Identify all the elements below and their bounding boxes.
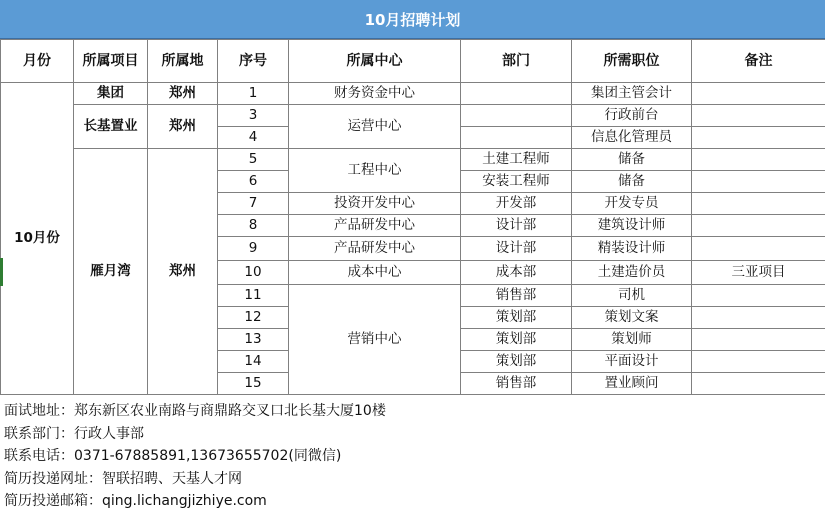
no-cell: 11 [218,285,289,307]
table-header-row [1,40,825,83]
position-cell: 平面设计 [572,351,692,373]
position-cell: 集团主管会计 [572,83,692,105]
header-note: 备注 [692,40,825,83]
note-cell [692,105,825,127]
dept-cell: 土建工程师 [461,149,572,171]
center-cell: 产品研发中心 [289,237,461,261]
center-cell: 产品研发中心 [289,215,461,237]
note-cell [692,171,825,193]
position-cell: 建筑设计师 [572,215,692,237]
note-cell [692,285,825,307]
note-cell [692,237,825,261]
dept-cell: 销售部 [461,373,572,395]
dept-cell: 策划部 [461,307,572,329]
header-no: 序号 [218,40,289,83]
no-cell: 9 [218,237,289,261]
table-row [1,83,825,105]
row-selection-marker [0,258,3,286]
position-cell: 信息化管理员 [572,127,692,149]
center-cell: 成本中心 [289,261,461,285]
dept-cell: 销售部 [461,285,572,307]
note-cell [692,351,825,373]
dept-cell [461,83,572,105]
header-position: 所需职位 [572,40,692,83]
note-cell [692,193,825,215]
position-cell: 储备 [572,171,692,193]
position-cell: 策划师 [572,329,692,351]
dept-cell: 策划部 [461,351,572,373]
interview-address: 面试地址：郑东新区农业南路与商鼎路交叉口北长基大厦10楼 [4,403,386,419]
position-cell: 储备 [572,149,692,171]
resume-email: 简历投递邮箱：qing.lichangjizhiye.com [4,493,267,509]
contact-department: 联系部门：行政人事部 [4,425,144,442]
header-project: 所属项目 [74,40,148,83]
dept-cell: 成本部 [461,261,572,285]
position-cell: 土建造价员 [572,261,692,285]
resume-website: 简历投递网址：智联招聘、天基人才网 [4,470,242,487]
header-location: 所属地 [148,40,218,83]
note-cell [692,307,825,329]
note-cell [692,215,825,237]
center-cell: 营销中心 [289,285,461,395]
dept-cell: 设计部 [461,215,572,237]
note-cell [692,83,825,105]
position-cell: 司机 [572,285,692,307]
dept-cell [461,105,572,127]
dept-cell: 设计部 [461,237,572,261]
center-cell: 投资开发中心 [289,193,461,215]
month-cell: 10月份 [1,83,74,395]
table-row [1,149,825,171]
no-cell: 10 [218,261,289,285]
no-cell: 12 [218,307,289,329]
no-cell: 15 [218,373,289,395]
project-cell: 雁月湾 [74,149,148,395]
note-cell [692,127,825,149]
project-cell: 长基置业 [74,105,148,149]
note-cell [692,373,825,395]
dept-cell: 开发部 [461,193,572,215]
dept-cell [461,127,572,149]
header-month: 月份 [1,40,74,83]
no-cell: 6 [218,171,289,193]
location-cell: 郑州 [148,83,218,105]
no-cell: 1 [218,83,289,105]
center-cell: 工程中心 [289,149,461,193]
no-cell: 13 [218,329,289,351]
no-cell: 14 [218,351,289,373]
header-center: 所属中心 [289,40,461,83]
table-row [1,105,825,127]
contact-phone: 联系电话：0371-67885891,13673655702(同微信) [4,448,342,464]
no-cell: 8 [218,215,289,237]
position-cell: 行政前台 [572,105,692,127]
page-title: 10月招聘计划 [0,0,825,39]
position-cell: 策划文案 [572,307,692,329]
position-cell: 精装设计师 [572,237,692,261]
note-cell: 三亚项目 [692,261,825,285]
note-cell [692,329,825,351]
contact-info [4,400,386,513]
no-cell: 4 [218,127,289,149]
no-cell: 7 [218,193,289,215]
dept-cell: 安装工程师 [461,171,572,193]
dept-cell: 策划部 [461,329,572,351]
no-cell: 3 [218,105,289,127]
center-cell: 运营中心 [289,105,461,149]
recruitment-table [0,39,825,395]
project-cell: 集团 [74,83,148,105]
header-dept: 部门 [461,40,572,83]
center-cell: 财务资金中心 [289,83,461,105]
position-cell: 开发专员 [572,193,692,215]
location-cell: 郑州 [148,105,218,149]
location-cell: 郑州 [148,149,218,395]
no-cell: 5 [218,149,289,171]
note-cell [692,149,825,171]
position-cell: 置业顾问 [572,373,692,395]
